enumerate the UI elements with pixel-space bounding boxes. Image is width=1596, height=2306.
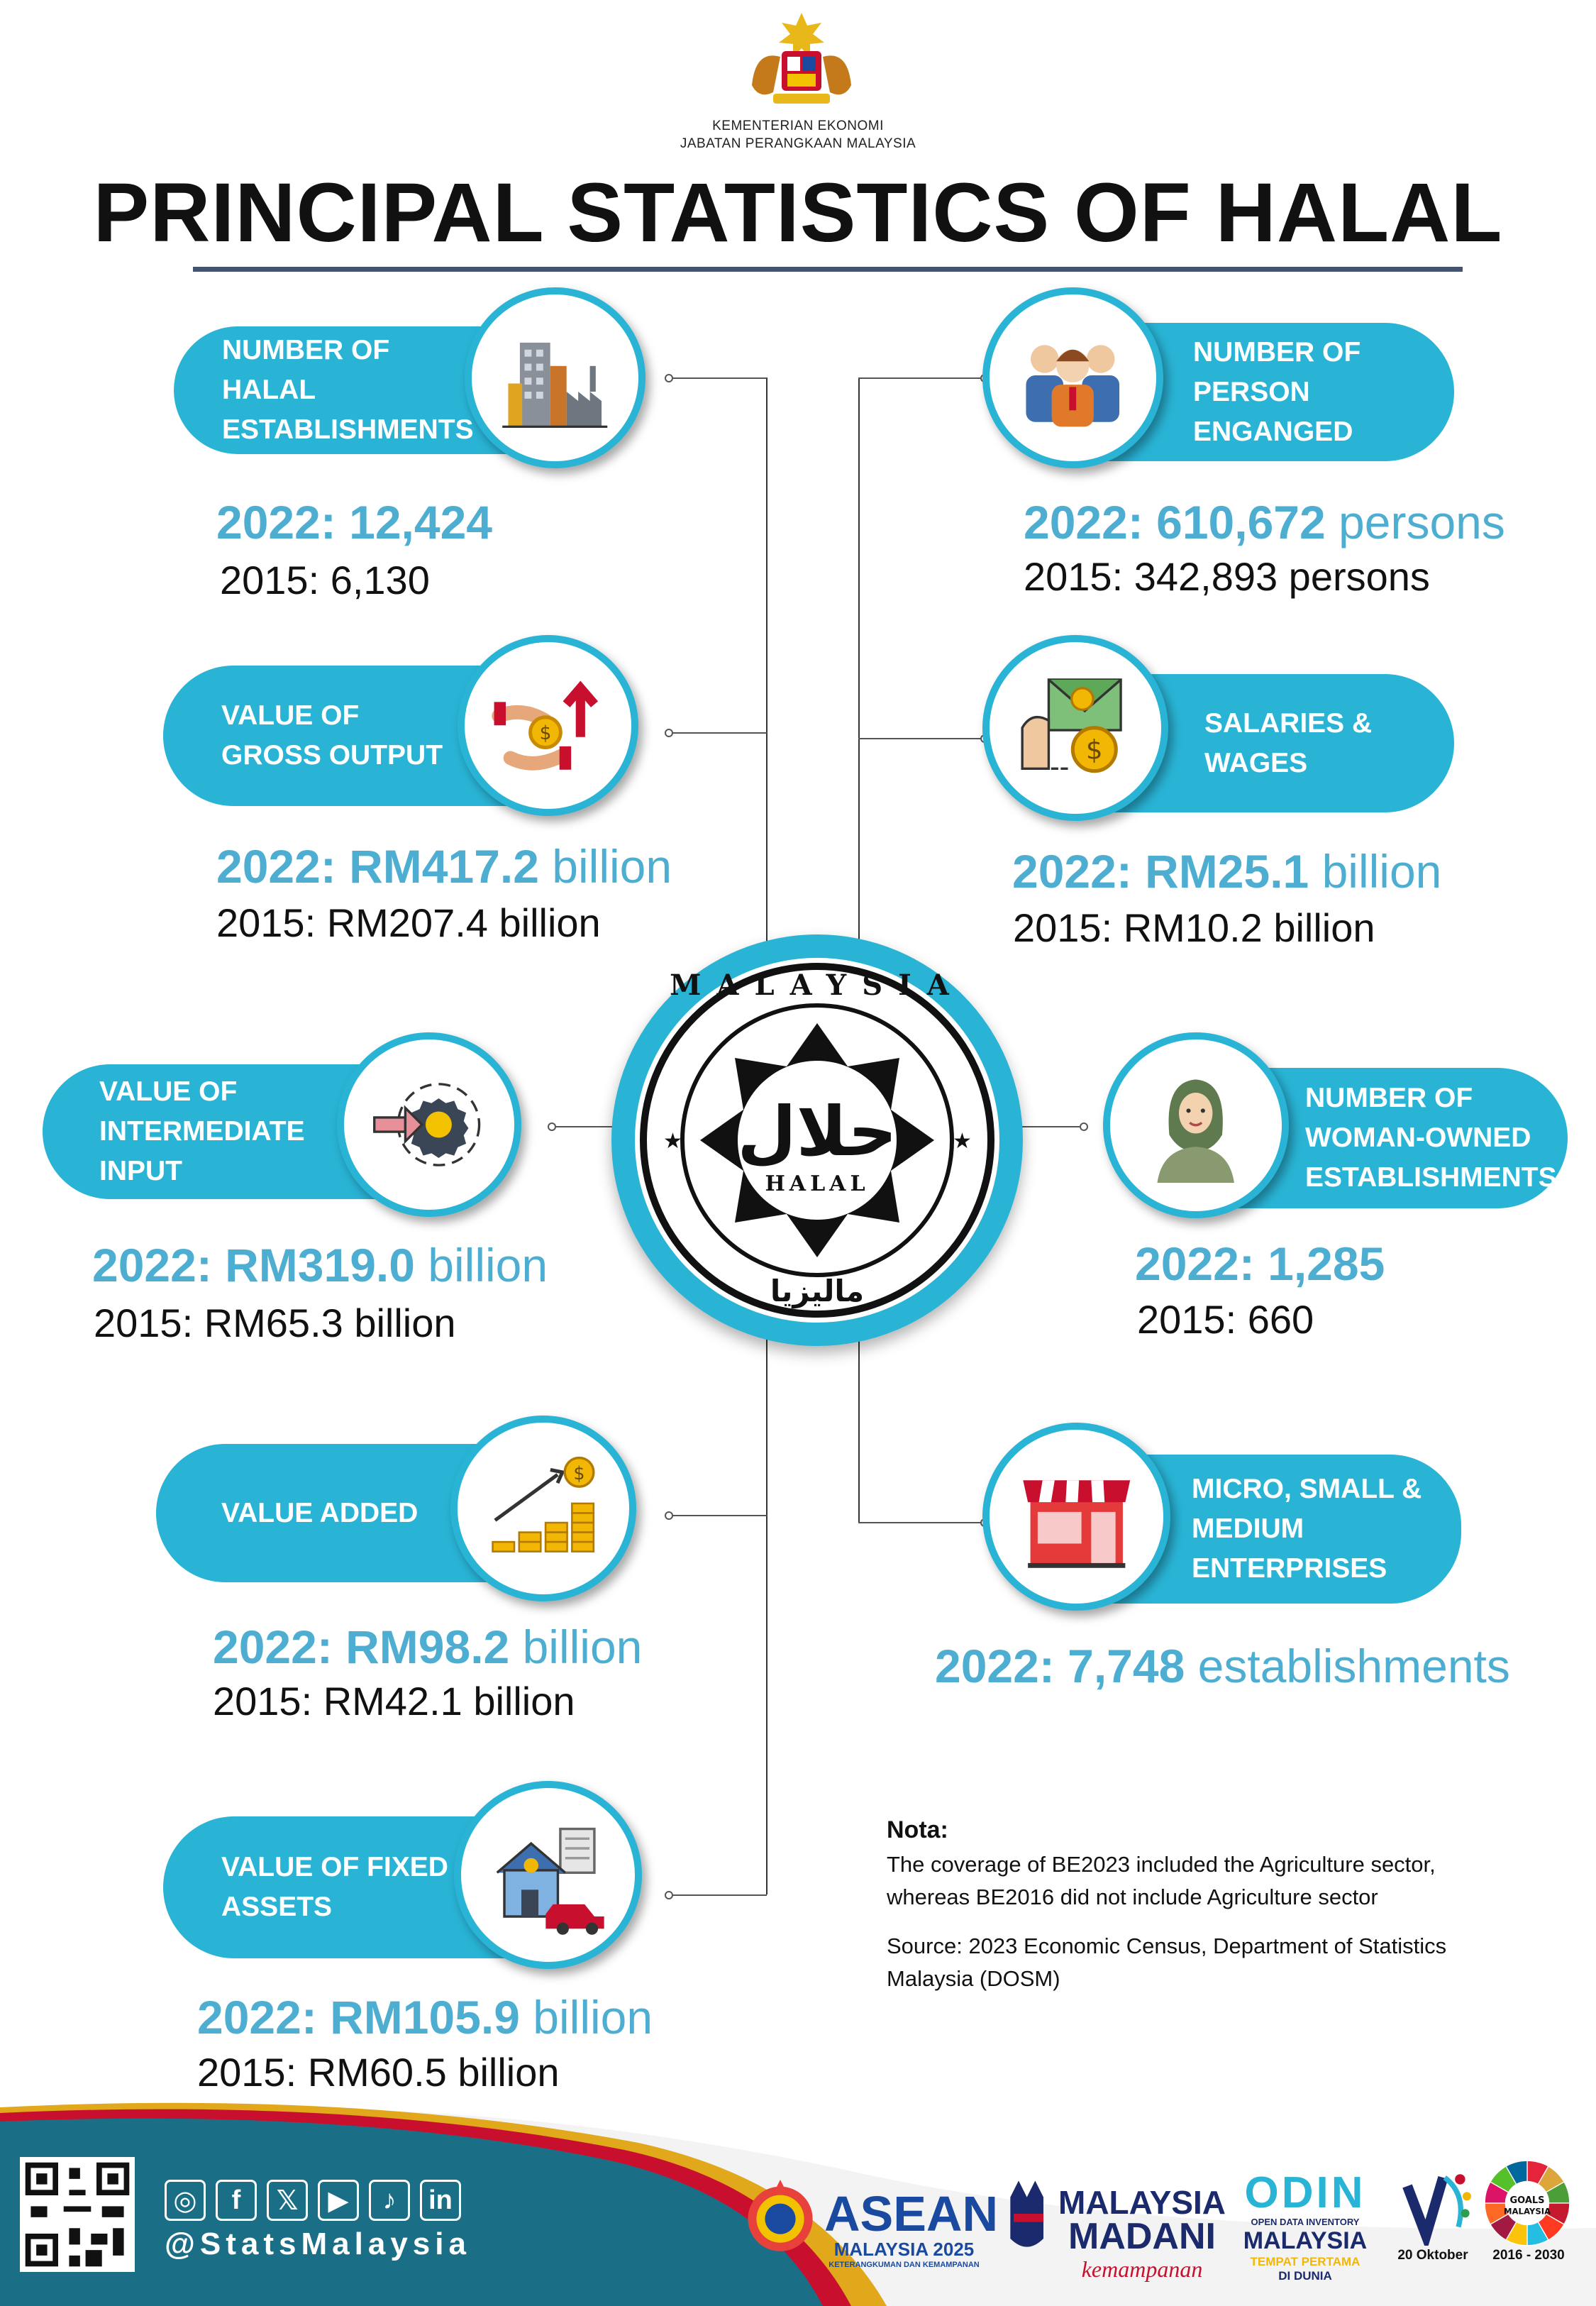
value-added-2015: 2015: RM42.1 billion xyxy=(213,1679,575,1723)
coins-growth-icon xyxy=(483,1448,603,1568)
title-divider xyxy=(193,267,1463,272)
malaysia-text: MALAYSIA xyxy=(670,969,965,1002)
odin-tagline-2: DI DUNIA xyxy=(1278,2269,1332,2283)
asean-logo-text: ASEAN xyxy=(824,2186,999,2241)
value-added-label: VALUE ADDED xyxy=(156,1444,511,1582)
woman-owned-2022: 2022: 1,285 xyxy=(1135,1237,1385,1290)
connector-line-left-upper xyxy=(766,377,767,952)
svg-text:$: $ xyxy=(539,723,552,745)
svg-text:$: $ xyxy=(1086,734,1103,766)
woman-owned-label: NUMBER OF WOMAN-OWNED ESTABLISHMENTS xyxy=(1199,1068,1568,1208)
connector-woman-owned xyxy=(1021,1126,1085,1127)
tiktok-icon[interactable]: ♪ xyxy=(369,2180,410,2221)
connector-halal-establishments xyxy=(670,377,767,379)
connector-fixed-assets xyxy=(670,1894,767,1896)
halal-establishments-label: NUMBER OF HALAL ESTABLISHMENTS xyxy=(174,326,521,454)
sdg-wheel-icon xyxy=(1481,2157,1573,2249)
gross-output-badge xyxy=(458,635,638,816)
connector-value-added xyxy=(670,1515,767,1516)
persons-engaged-label: NUMBER OF PERSON ENGANGED xyxy=(1092,323,1454,461)
gross-output-2022: 2022: RM417.2 billion xyxy=(216,840,672,893)
connector-dot xyxy=(548,1122,556,1131)
connector-line-left-lower xyxy=(766,1334,767,1894)
coat-of-arms-logo xyxy=(738,7,865,114)
instagram-icon[interactable]: ◎ xyxy=(165,2180,206,2221)
fixed-assets-badge xyxy=(454,1781,642,1969)
msme-label: MICRO, SMALL & MEDIUM ENTERPRISES xyxy=(1092,1455,1461,1604)
persons-engaged-badge xyxy=(982,287,1163,468)
halal-establishments-2022: 2022: 12,424 xyxy=(216,496,493,548)
asean-year: MALAYSIA 2025 xyxy=(833,2239,975,2260)
world-statistics-day-date: 20 Oktober xyxy=(1397,2248,1468,2263)
nota-line-1: The coverage of BE2023 included the Agriculture sector, xyxy=(887,1852,1436,1877)
odin-tagline: TEMPAT PERTAMA xyxy=(1250,2255,1361,2268)
salaries-wages-badge xyxy=(982,635,1168,821)
social-handle[interactable]: @StatsMalaysia xyxy=(165,2227,471,2261)
money-growth-icon xyxy=(489,667,606,784)
fixed-assets-2015: 2015: RM60.5 billion xyxy=(197,2050,560,2095)
woman-icon xyxy=(1136,1065,1256,1185)
connector-line-right-upper xyxy=(858,377,860,952)
ministry-name: KEMENTERIAN EKONOMI xyxy=(712,118,884,133)
connector-persons-engaged xyxy=(858,377,986,379)
nota-line-2: whereas BE2016 did not include Agriculture sector xyxy=(887,1885,1378,1909)
fixed-assets-label: VALUE OF FIXED ASSETS xyxy=(163,1816,511,1958)
persons-engaged-2022: 2022: 610,672 persons xyxy=(1024,496,1505,548)
connector-msme xyxy=(858,1522,986,1523)
gross-output-label: VALUE OF GROSS OUTPUT xyxy=(163,666,518,806)
msme-2022: 2022: 7,748 establishments xyxy=(935,1640,1510,1692)
madani-logo-top: MALAYSIA xyxy=(1058,2184,1226,2221)
salary-envelope-icon xyxy=(1015,668,1135,788)
page-title: PRINCIPAL STATISTICS OF HALAL xyxy=(93,166,1503,260)
salaries-wages-label: SALARIES & WAGES xyxy=(1092,674,1454,812)
intermediate-input-2015: 2015: RM65.3 billion xyxy=(94,1301,456,1345)
persons-engaged-2015: 2015: 342,893 persons xyxy=(1024,554,1430,599)
people-icon xyxy=(1014,319,1131,436)
world-statistics-day-icon xyxy=(1390,2161,1475,2246)
halal-text: HALAL xyxy=(765,1171,870,1196)
connector-dot xyxy=(665,374,673,382)
value-added-2022: 2022: RM98.2 billion xyxy=(213,1621,643,1673)
madani-logo-text: MADANI xyxy=(1068,2216,1216,2257)
linkedin-icon[interactable]: in xyxy=(420,2180,461,2221)
halal-arabic-text: حلال xyxy=(737,1092,897,1171)
gear-input-icon xyxy=(370,1065,489,1184)
connector-gross-output xyxy=(670,732,767,734)
shop-icon xyxy=(1016,1456,1138,1578)
youtube-icon[interactable]: ▶ xyxy=(318,2180,359,2221)
qr-code-icon xyxy=(20,2157,135,2272)
connector-line-right-lower xyxy=(858,1334,860,1522)
salaries-wages-2022: 2022: RM25.1 billion xyxy=(1012,845,1442,898)
halal-malaysia-logo xyxy=(635,958,999,1323)
madani-emblem-icon xyxy=(1004,2171,1053,2256)
facebook-icon[interactable]: f xyxy=(216,2180,257,2221)
halal-establishments-2015: 2015: 6,130 xyxy=(220,558,430,602)
svg-text:$: $ xyxy=(573,1462,585,1484)
asean-emblem-icon xyxy=(738,2168,823,2260)
odin-logo-text: ODIN xyxy=(1244,2168,1366,2217)
house-car-icon xyxy=(487,1814,609,1936)
connector-dot xyxy=(665,729,673,737)
asean-tagline: KETERANGKUMAN DAN KEMAMPANAN xyxy=(829,2261,980,2269)
odin-subtitle: OPEN DATA INVENTORY xyxy=(1251,2217,1360,2227)
source-line-2: Malaysia (DOSM) xyxy=(887,1966,1060,1991)
intermediate-input-label: VALUE OF INTERMEDIATE INPUT xyxy=(43,1064,397,1199)
salaries-wages-2015: 2015: RM10.2 billion xyxy=(1013,905,1375,950)
source-line-1: Source: 2023 Economic Census, Department of Statistics xyxy=(887,1933,1447,1958)
connector-dot xyxy=(665,1891,673,1899)
odin-country: MALAYSIA xyxy=(1243,2227,1368,2254)
buildings-icon xyxy=(497,319,614,436)
star-icon: ★ xyxy=(953,1129,972,1154)
fixed-assets-2022: 2022: RM105.9 billion xyxy=(197,1991,653,2043)
x-twitter-icon[interactable]: 𝕏 xyxy=(267,2180,308,2221)
department-name: JABATAN PERANGKAAN MALAYSIA xyxy=(680,136,916,151)
connector-dot xyxy=(1080,1122,1088,1131)
connector-dot xyxy=(665,1511,673,1520)
sdg-country-label: MALAYSIA xyxy=(1503,2206,1551,2217)
sdg-goals-label: GOALS xyxy=(1509,2195,1545,2206)
msme-badge xyxy=(982,1423,1170,1611)
connector-intermediate-input xyxy=(553,1126,614,1127)
halal-establishments-badge xyxy=(465,287,645,468)
nota-heading: Nota: xyxy=(887,1816,948,1843)
connector-salaries-wages xyxy=(858,738,986,739)
intermediate-input-badge xyxy=(337,1032,521,1217)
intermediate-input-2022: 2022: RM319.0 billion xyxy=(92,1239,548,1291)
value-added-badge xyxy=(450,1416,636,1601)
woman-owned-2015: 2015: 660 xyxy=(1137,1297,1314,1342)
woman-owned-badge xyxy=(1103,1032,1289,1218)
malaysia-arabic-text: ماليزيا xyxy=(770,1274,865,1308)
star-icon: ★ xyxy=(663,1129,682,1154)
gross-output-2015: 2015: RM207.4 billion xyxy=(216,900,601,945)
sdg-years: 2016 - 2030 xyxy=(1492,2248,1565,2263)
madani-tagline: kemampanan xyxy=(1081,2256,1203,2282)
